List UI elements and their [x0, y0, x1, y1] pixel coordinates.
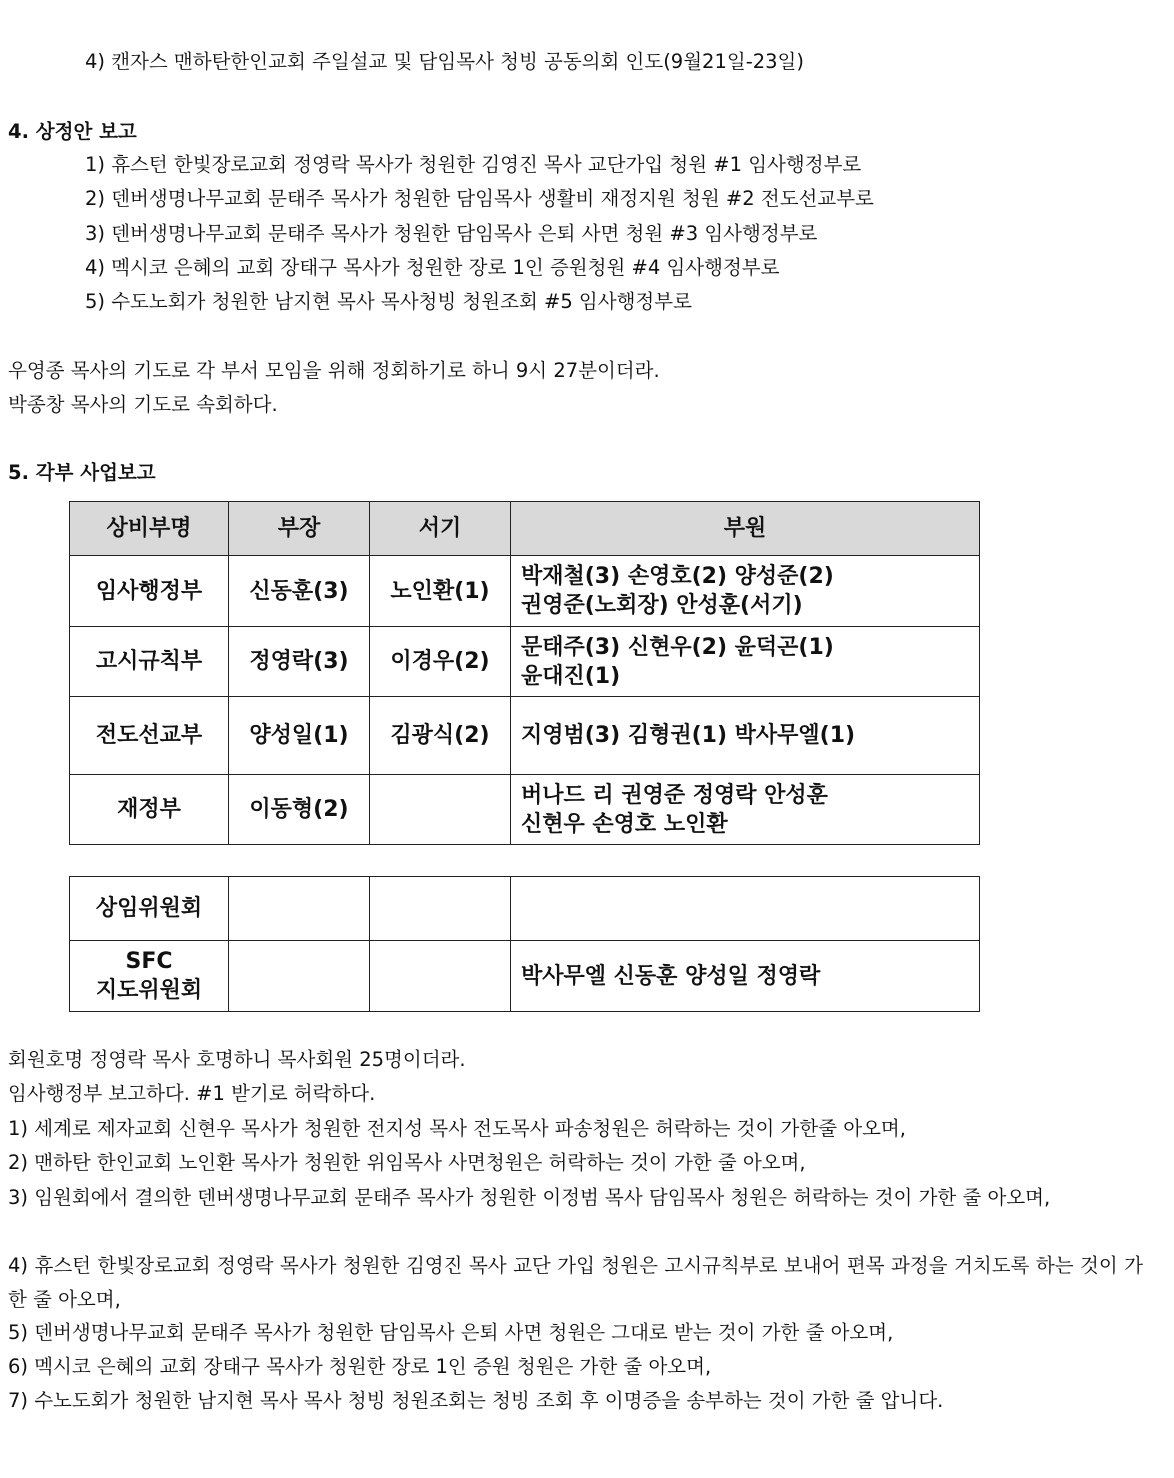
report-item: 5) 덴버생명나무교회 문태주 목사가 청원한 담임목사 은퇴 사면 청원은 그대로 받는 것이 가한 줄 아오며,	[8, 1321, 894, 1344]
table-row	[70, 775, 980, 845]
section-4-item: 3) 덴버생명나무교회 문태주 목사가 청원한 담임목사 은퇴 사면 청원 #3 임사행정부로	[85, 222, 818, 245]
header-chief: 부장	[229, 502, 370, 556]
committee-name-line: SFC	[125, 949, 173, 974]
table-row	[70, 556, 980, 627]
table-header-row	[70, 502, 980, 556]
section-4-item: 4) 멕시코 은혜의 교회 장태구 목사가 청원한 장로 1인 증원청원 #4 임사행정부로	[85, 256, 780, 279]
department-table	[69, 501, 980, 845]
header-members: 부원	[511, 502, 980, 556]
table-row	[70, 941, 980, 1012]
dept-secretary: 김광식(2)	[370, 697, 511, 775]
dept-name: 고시규칙부	[70, 627, 229, 697]
dept-chief: 양성일(1)	[229, 697, 370, 775]
resume-line: 박종창 목사의 기도로 속회하다.	[8, 393, 278, 416]
report-item: 6) 멕시코 은혜의 교회 장태구 목사가 청원한 장로 1인 증원 청원은 가한 줄 아오며,	[8, 1355, 712, 1378]
committee-chief	[229, 941, 370, 1012]
members-line: 신현우 손영호 노인환	[521, 811, 728, 837]
dept-chief: 신동훈(3)	[229, 556, 370, 627]
dept-members	[511, 556, 980, 627]
committee-name: 상임위원회	[70, 877, 229, 941]
header-secretary: 서기	[370, 502, 511, 556]
committee-name-line: 지도위원회	[95, 978, 203, 1003]
dept-secretary: 이경우(2)	[370, 627, 511, 697]
dept-chief: 정영락(3)	[229, 627, 370, 697]
dept-name: 재정부	[70, 775, 229, 845]
header-dept: 상비부명	[70, 502, 229, 556]
section-4-item: 1) 휴스턴 한빛장로교회 정영락 목사가 청원한 김영진 목사 교단가입 청원 #1 임사행정부로	[85, 153, 862, 176]
table-row	[70, 697, 980, 775]
members-line: 윤대진(1)	[521, 663, 621, 689]
section-4-item: 5) 수도노회가 청원한 남지현 목사 목사청빙 청원조회 #5 임사행정부로	[85, 290, 692, 313]
dept-secretary	[370, 775, 511, 845]
report-item: 4) 휴스턴 한빛장로교회 정영락 목사가 청원한 김영진 목사 교단 가입 청원은 고시규칙부로 보내어 편목 과정을 거치도록 하는 것이 가한 줄 아오며,	[8, 1254, 1143, 1311]
section-4-title: 4. 상정안 보고	[8, 120, 137, 143]
members-line: 박재철(3) 손영호(2) 양성준(2)	[521, 564, 834, 589]
recess-line: 우영종 목사의 기도로 각 부서 모임을 위해 정회하기로 하니 9시 27분이더라.	[8, 359, 660, 382]
report-item: 3) 임원회에서 결의한 덴버생명나무교회 문태주 목사가 청원한 이정범 목사 담임목사 청원은 허락하는 것이 가한 줄 아오며,	[8, 1186, 1051, 1209]
report-item: 1) 세계로 제자교회 신현우 목사가 청원한 전지성 목사 전도목사 파송청원은 허락하는 것이 가한줄 아오며,	[8, 1117, 906, 1140]
table-row	[70, 877, 980, 941]
committee-secretary	[370, 877, 511, 941]
report-item: 7) 수노도회가 청원한 남지현 목사 목사 청빙 청원조회는 청빙 조회 후 이명증을 송부하는 것이 가한 줄 압니다.	[8, 1389, 944, 1412]
committee-members	[511, 877, 980, 941]
dept-name: 임사행정부	[70, 556, 229, 627]
dept-chief: 이동형(2)	[229, 775, 370, 845]
members-line: 버나드 리 권영준 정영락 안성훈	[521, 782, 828, 808]
committee-name	[70, 941, 229, 1012]
committee-members: 박사무엘 신동훈 양성일 정영락	[511, 941, 980, 1012]
members-line: 문태주(3) 신현우(2) 윤덕곤(1)	[521, 634, 834, 660]
roll-call-line: 회원호명 정영락 목사 호명하니 목사회원 25명이더라.	[8, 1048, 466, 1071]
dept-name: 전도선교부	[70, 697, 229, 775]
dept-members	[511, 627, 980, 697]
members-line: 권영준(노회장) 안성훈(서기)	[521, 593, 803, 618]
section-4-item: 2) 덴버생명나무교회 문태주 목사가 청원한 담임목사 생활비 재정지원 청원 #2 전도선교부로	[85, 187, 874, 210]
committee-secretary	[370, 941, 511, 1012]
report-item: 2) 맨하탄 한인교회 노인환 목사가 청원한 위임목사 사면청원은 허락하는 것이 가한 줄 아오며,	[8, 1151, 806, 1174]
committee-table	[69, 876, 980, 1012]
section-5-title: 5. 각부 사업보고	[8, 461, 156, 484]
committee-chief	[229, 877, 370, 941]
top-item: 4) 캔자스 맨하탄한인교회 주일설교 및 담임목사 청빙 공동의회 인도(9월21일-23일)	[85, 50, 804, 73]
dept-secretary: 노인환(1)	[370, 556, 511, 627]
admin-report-line: 임사행정부 보고하다. #1 받기로 허락하다.	[8, 1082, 376, 1105]
dept-members	[511, 775, 980, 845]
dept-members: 지영범(3) 김형권(1) 박사무엘(1)	[511, 697, 980, 775]
table-row	[70, 627, 980, 697]
